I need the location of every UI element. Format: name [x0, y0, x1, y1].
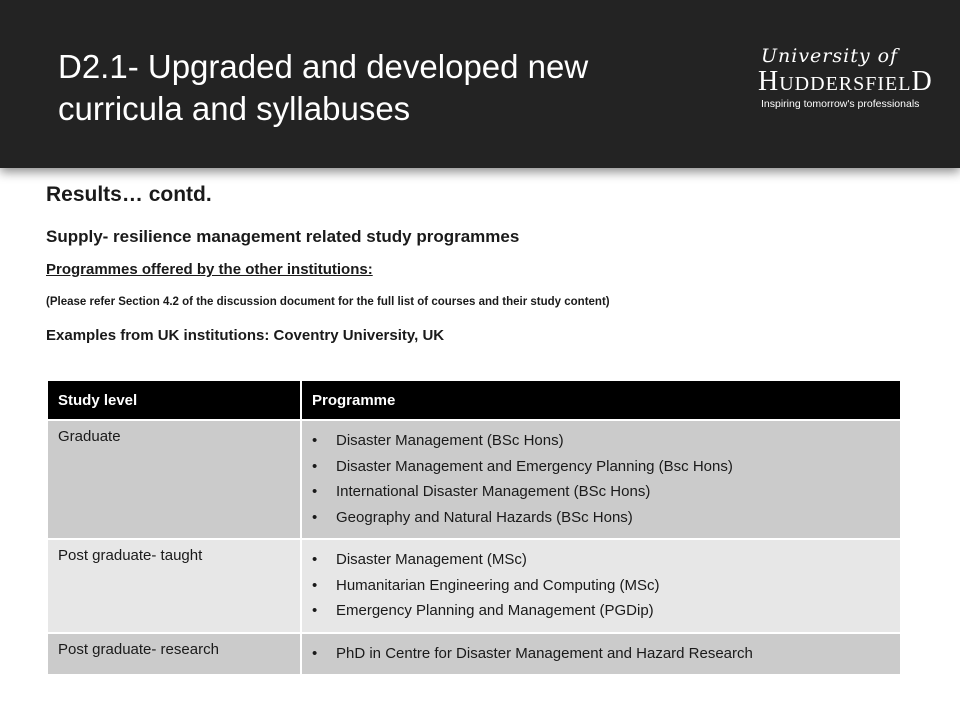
programme-item: • Geography and Natural Hazards (BSc Hons) — [312, 505, 890, 531]
programme-cell — [301, 539, 900, 633]
column-header-programme: Programme — [301, 381, 900, 420]
programmes-offered-heading: Programmes offered by the other institutions: — [46, 261, 373, 278]
programme-cell — [301, 633, 900, 675]
programme-item: • PhD in Centre for Disaster Management and Hazard Research — [312, 641, 890, 667]
slide-header — [0, 0, 960, 168]
study-level-cell: Post graduate- taught — [48, 539, 301, 633]
programmes-table — [48, 381, 900, 674]
university-logo — [758, 44, 938, 111]
slide-title: D2.1- Upgraded and developed new curricula and syllabuses — [58, 48, 589, 127]
programme-list — [312, 428, 890, 530]
programme-item: • Humanitarian Engineering and Computing (MSc) — [312, 573, 890, 599]
programme-cell — [301, 420, 900, 539]
study-level-cell: Post graduate- research — [48, 633, 301, 675]
programme-item: • International Disaster Management (BSc Hons) — [312, 479, 890, 505]
programme-item: • Disaster Management (BSc Hons) — [312, 428, 890, 454]
column-header-study-level: Study level — [48, 381, 301, 420]
logo-university-of: University of — [761, 45, 899, 67]
examples-heading: Examples from UK institutions: Coventry University, UK — [46, 327, 445, 344]
programme-item: • Disaster Management and Emergency Planning (Bsc Hons) — [312, 454, 890, 480]
table-row — [48, 633, 900, 675]
programme-list — [312, 547, 890, 624]
programme-item: • Disaster Management (MSc) — [312, 547, 890, 573]
reference-note: (Please refer Section 4.2 of the discussion document for the full list of courses and their study content) — [46, 296, 610, 308]
logo-huddersfield: HUDDERSFIELD — [758, 66, 933, 97]
table-row — [48, 539, 900, 633]
table-row — [48, 420, 900, 539]
table-header-row — [48, 381, 900, 420]
section-subheading: Supply- resilience management related study programmes — [46, 227, 520, 246]
slide-content — [46, 180, 926, 346]
results-heading: Results… contd. — [46, 183, 212, 206]
logo-tagline: Inspiring tomorrow's professionals — [761, 98, 920, 110]
programme-list — [312, 641, 890, 667]
study-level-cell: Graduate — [48, 420, 301, 539]
programme-item: • Emergency Planning and Management (PGDip) — [312, 598, 890, 624]
